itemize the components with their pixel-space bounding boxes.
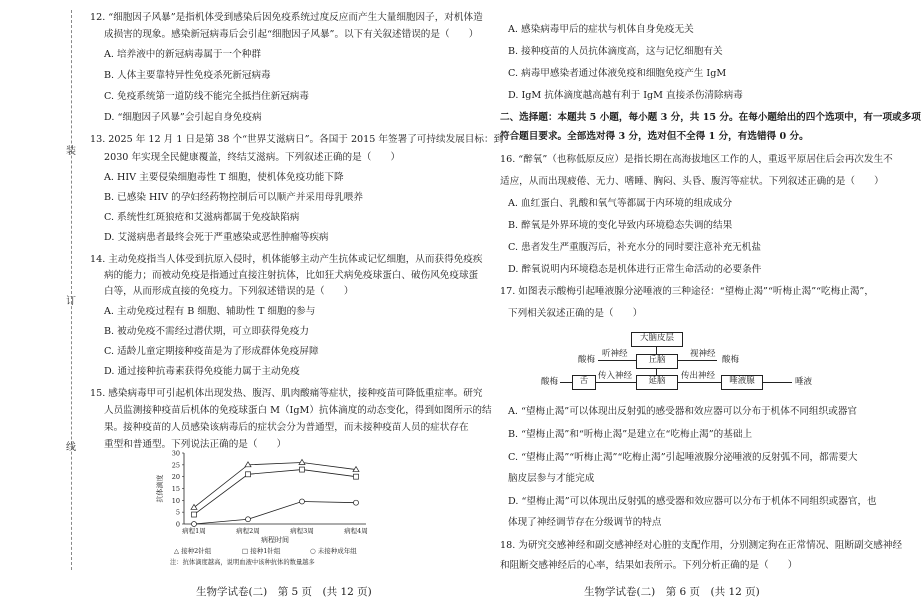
visual-nerve-label: 视神经 [690,349,716,359]
y-axis-label: 抗体滴度 [156,474,164,503]
q18-stem-line2: 和阻断交感神经后的心率，结果如表所示。下列分析正确的是（ ） [500,560,798,571]
x-tick-label: 病程1周 [182,527,206,535]
q12-option-d: D. “细胞因子风暴”会引起自身免疫病 [104,112,262,123]
q15-option-b: B. 接种疫苗的人员抗体滴度高，这与记忆细胞有关 [508,46,723,57]
x-tick-label: 病程2周 [236,527,260,535]
footer-page-5: 生物学试卷(二) 第 5 页 (共 12 页) [196,586,372,598]
data-point [246,517,251,522]
x-axis-label: 病程时间 [261,536,289,544]
saliva-label: 唾液 [795,377,813,387]
q12-stem-line2: 成损害的现象。感染新冠病毒后会引起“细胞因子风暴”。以下有关叙述错误的是（ ） [104,29,479,40]
q14-option-c: C. 适龄儿童定期接种疫苗是为了形成群体免疫屏障 [104,346,319,357]
q17-option-d-line1: D. “望梅止渴”可以体现出反射弧的感受器和效应器可以分布于机体不同组织或器官，也 [508,496,877,507]
q12-option-b: B. 人体主要靠特异性免疫杀死新冠病毒 [104,70,271,81]
data-point [300,499,305,504]
legend-entry: □ 接种1针组 [242,547,281,555]
legend-entry: ○ 未接种成年组 [310,547,357,555]
section2-heading-line2: 符合题目要求。全部选对得 3 分，选对但不全得 1 分，有选错得 0 分。 [500,131,809,142]
y-tick-label: 20 [171,473,180,482]
q15-stem-line4: 重型和普通型。下列说法正确的是（ ） [104,439,287,450]
data-point [191,504,197,509]
q15-stem-line1: 15. 感染病毒甲可引起机体出现发热、腹泻、肌肉酸痛等症状，接种疫苗可降低重症率。研究 [90,388,483,399]
data-point [192,512,197,517]
q17-option-b: B. “望梅止渴”和“听梅止渴”是建立在“吃梅止渴”的基础上 [508,429,753,440]
q15-option-d: D. IgM 抗体滴度越高越有利于 IgM 直接杀伤清除病毒 [508,90,743,101]
series-line [194,462,356,507]
legend-entry: △ 接种2针组 [174,547,212,555]
q17-option-c-line2: 脑皮层参与才能完成 [508,473,595,484]
cortex-box: 大脑皮层 [631,332,683,347]
q15-antibody-chart [150,448,380,576]
q17-stem-line2: 下列相关叙述正确的是（ ） [508,308,643,319]
q16-stem-line1: 16. “醉氧”（也称低原反应）是指长期在高海拔地区工作的人，重返平原居住后会再次发生不 [500,154,893,165]
series-line [194,470,356,515]
q17-stem-line1: 17. 如图表示酸梅引起唾液腺分泌唾液的三种途径：“望梅止渴”“听梅止渴”“吃梅止渴”， [500,286,874,297]
q16-option-d: D. 醉氧说明内环境稳态是机体进行正常生命活动的必要条件 [508,264,762,275]
q14-option-b: B. 被动免疫不需经过潜伏期，可立即获得免疫力 [104,326,310,337]
data-point [246,472,251,477]
q18-stem-line1: 18. 为研究交感神经和副交感神经对心脏的支配作用，分别测定狗在正常情况、阻断副交感神经 [500,540,903,551]
y-tick-label: 0 [175,520,180,529]
q14-option-d: D. 通过接种抗毒素获得免疫能力属于主动免疫 [104,366,300,377]
section2-heading-line1: 二、选择题：本题共 5 小题，每小题 3 分，共 15 分。在每小题给出的四个选项中，有一项或多项 [500,112,921,123]
chart-note: 注：抗体滴度越高，说明血液中该种抗体的数量越多 [170,559,315,566]
hypo-brainstem-link [656,368,657,375]
q15-stem-line3: 果。接种疫苗的人员感染该病毒后的症状会分为普通型，而未接种疫苗人员的症状存在 [104,422,469,433]
q15-option-c: C. 病毒甲感染者通过体液免疫和细胞免疫产生 IgM [508,68,727,79]
efferent-arrow [677,382,721,383]
q13-option-a: A. HIV 主要侵染细胞毒性 T 细胞，使机体免疫功能下降 [104,172,344,183]
y-tick-label: 30 [171,449,180,458]
q13-option-b: B. 已感染 HIV 的孕妇经药物控制后可以顺产并采用母乳喂养 [104,192,363,203]
margin-mark-ding: 订 [66,296,76,307]
q16-option-b: B. 醉氧是外界环境的变化导致内环境稳态失调的结果 [508,220,733,231]
efferent-nerve-label: 传出神经 [681,371,716,381]
q15-stem-line2: 人员监测接种疫苗后机体的免疫球蛋白 M（IgM）抗体滴度的动态变化，得到如图所示的结 [104,405,492,416]
binding-cut-line [71,10,72,570]
sour-plum-label-2: 酸梅 [722,355,740,365]
q14-stem-line2: 病的能力；而被动免疫是指通过直接注射抗体，比如狂犬病免疫球蛋白、破伤风免疫球蛋 [104,270,479,281]
plum-tongue-arrow [560,382,572,383]
hypothalamus-box: 丘脑 [636,354,678,369]
q15-option-a: A. 感染病毒甲后的症状与机体自身免疫无关 [508,24,694,35]
q14-stem-line3: 白等，从而形成直接的免疫力。下列叙述错误的是（ ） [104,286,354,297]
sour-plum-label-1: 酸梅 [578,355,596,365]
salivary-gland-box: 唾液腺 [721,375,763,390]
q17-option-a: A. “望梅止渴”可以体现出反射弧的感受器和效应器可以分布于机体不同组织或器官 [508,406,858,417]
tongue-box: 舌 [572,375,596,390]
hearing-nerve-label: 听神经 [602,349,628,359]
margin-mark-zhuang: 装 [66,146,76,157]
y-tick-label: 10 [171,496,180,505]
visual-arrow [677,360,717,361]
data-point [299,459,305,464]
y-tick-label: 15 [171,485,180,493]
q13-stem-line1: 13. 2025 年 12 月 1 日是第 38 个“世界艾滋病日”。各国于 2015 年签署了可持续发展目标：到 [90,134,504,145]
brainstem-box: 延脑 [636,375,678,390]
q13-stem-line2: 2030 年实现全民健康覆盖，终结艾滋病。下列叙述正确的是（ ） [104,152,401,163]
q17-option-d-line2: 体现了神经调节存在分级调节的特点 [508,517,662,528]
footer-page-6: 生物学试卷(二) 第 6 页 (共 12 页) [584,586,760,598]
q12-option-c: C. 免疫系统第一道防线不能完全抵挡住新冠病毒 [104,91,309,102]
cortex-link [656,346,657,354]
saliva-arrow [762,382,792,383]
margin-mark-xian: 线 [66,442,76,453]
x-tick-label: 病程4周 [344,527,368,535]
y-tick-label: 5 [175,508,180,517]
data-point [354,500,359,505]
q16-option-a: A. 血红蛋白、乳酸和氧气等都属于内环境的组成成分 [508,198,733,209]
afferent-nerve-label: 传入神经 [598,371,633,381]
series-line [194,502,356,524]
data-point [192,522,197,527]
q16-stem-line2: 适应，从而出现疲倦、无力、嗜睡、胸闷、头昏、腹泻等症状。下列叙述正确的是（ ） [500,176,884,187]
q14-stem-line1: 14. 主动免疫指当人体受到抗原入侵时，机体能够主动产生抗体或记忆细胞，从而获得免疫疾 [90,254,483,265]
q14-option-a: A. 主动免疫过程有 B 细胞、辅助性 T 细胞的参与 [104,306,316,317]
q13-option-d: D. 艾滋病患者最终会死于严重感染或恶性肿瘤等疾病 [104,232,329,243]
q12-option-a: A. 培养液中的新冠病毒属于一个种群 [104,49,261,60]
data-point [354,474,359,479]
y-tick-label: 25 [171,461,180,470]
q13-option-c: C. 系统性红斑狼疮和艾滋病都属于免疫缺陷病 [104,212,300,223]
data-point [300,467,305,472]
data-point [245,462,251,467]
sour-plum-label-3: 酸梅 [541,377,559,387]
afferent-arrow [595,382,636,383]
x-tick-label: 病程3周 [290,527,314,535]
q16-option-c: C. 患者发生严重腹泻后，补充水分的同时要注意补充无机盐 [508,242,761,253]
q17-option-c-line1: C. “望梅止渴”“听梅止渴”“吃梅止渴”引起唾液腺分泌唾液的反射弧不同，都需要大 [508,452,858,463]
hearing-arrow [598,360,636,361]
q12-stem-line1: 12. “细胞因子风暴”是指机体受到感染后因免疫系统过度反应而产生大量细胞因子，对机体造 [90,12,483,23]
